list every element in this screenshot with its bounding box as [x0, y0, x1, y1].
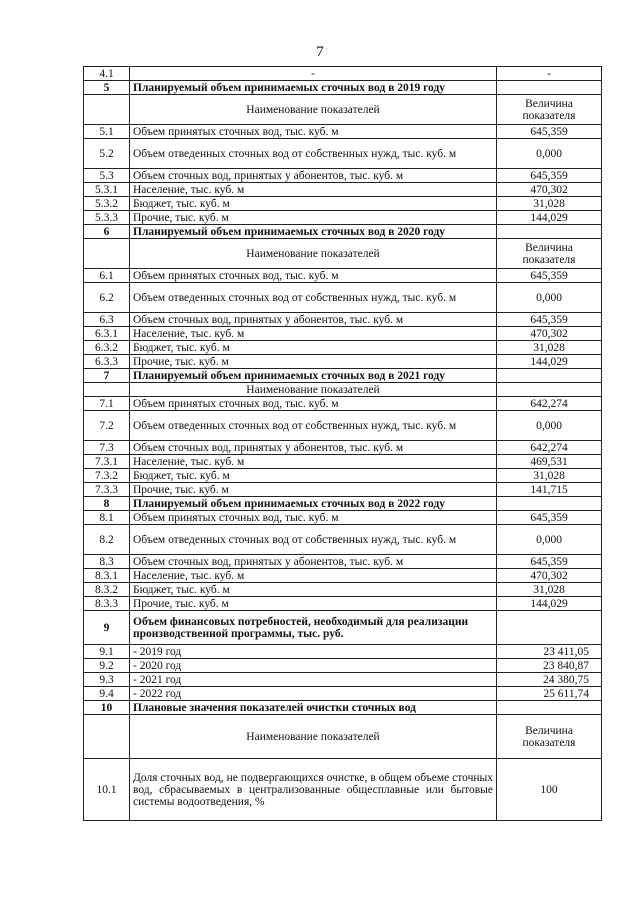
row-name: Население, тыс. куб. м — [130, 183, 497, 197]
section-title: Планируемый объем принимаемых сточных вод в 2021 году — [130, 369, 497, 383]
row-number: 5.1 — [84, 125, 130, 139]
table-row — [84, 555, 602, 569]
row-value: 645,359 — [497, 269, 602, 283]
row-value: 470,302 — [497, 569, 602, 583]
section-row — [84, 497, 602, 511]
row-name: Объем отведенных сточных вод от собственных нужд, тыс. куб. м — [130, 283, 497, 313]
row-value: 0,000 — [497, 139, 602, 169]
table-row — [84, 183, 602, 197]
row-value: 31,028 — [497, 469, 602, 483]
row-name: - 2019 год — [130, 645, 497, 659]
row-name: - 2021 год — [130, 673, 497, 687]
row-number: 9.4 — [84, 687, 130, 701]
section-number: 8 — [84, 497, 130, 511]
section-title: Планируемый объем принимаемых сточных вод в 2019 году — [130, 81, 497, 95]
column-header-row — [84, 715, 602, 759]
row-name: Объем сточных вод, принятых у абонентов, тыс. куб. м — [130, 169, 497, 183]
row-number: 8.3.1 — [84, 569, 130, 583]
table-row — [84, 759, 602, 821]
row-number: 9.1 — [84, 645, 130, 659]
row-number: 6.3 — [84, 313, 130, 327]
table-row — [84, 511, 602, 525]
indicators-table — [83, 66, 602, 821]
row-value: 645,359 — [497, 511, 602, 525]
header-name-cell: Наименование показателей — [130, 239, 497, 269]
row-value: 642,274 — [497, 397, 602, 411]
header-empty-cell — [84, 715, 130, 759]
row-number: 8.3.3 — [84, 597, 130, 611]
row-number: 7.3 — [84, 441, 130, 455]
row-value: 24 380,75 — [497, 673, 602, 687]
row-name: Доля сточных вод, не подвергающихся очистке, в общем объеме сточных вод, сбрасываемых в централизованные общесплавные или бытовые системы водоотведения, % — [130, 759, 497, 821]
header-value-cell — [497, 383, 602, 397]
header-name-cell: Наименование показателей — [130, 715, 497, 759]
indicators-table-body — [84, 67, 602, 821]
section-empty-cell — [497, 611, 602, 645]
header-empty-cell — [84, 383, 130, 397]
row-value: 31,028 — [497, 341, 602, 355]
row-name: Прочие, тыс. куб. м — [130, 483, 497, 497]
section-empty-cell — [497, 81, 602, 95]
row-name: Объем отведенных сточных вод от собственных нужд, тыс. куб. м — [130, 525, 497, 555]
section-number: 7 — [84, 369, 130, 383]
column-header-row — [84, 239, 602, 269]
table-row — [84, 197, 602, 211]
section-title: Планируемый объем принимаемых сточных вод в 2020 году — [130, 225, 497, 239]
table-row — [84, 483, 602, 497]
row-name: Объем отведенных сточных вод от собственных нужд, тыс. куб. м — [130, 139, 497, 169]
row-name: Прочие, тыс. куб. м — [130, 211, 497, 225]
row-number: 6.3.3 — [84, 355, 130, 369]
row-name: - 2022 год — [130, 687, 497, 701]
row-number: 7.3.2 — [84, 469, 130, 483]
row-value: 0,000 — [497, 411, 602, 441]
row-name: Объем принятых сточных вод, тыс. куб. м — [130, 511, 497, 525]
row-value: 645,359 — [497, 555, 602, 569]
row-number: 10.1 — [84, 759, 130, 821]
section-empty-cell — [497, 369, 602, 383]
header-value-cell: Величина показателя — [497, 715, 602, 759]
row-number: 7.2 — [84, 411, 130, 441]
row-value: 23 411,05 — [497, 645, 602, 659]
table-row — [84, 597, 602, 611]
table-row — [84, 673, 602, 687]
row-number: 5.2 — [84, 139, 130, 169]
section-number: 9 — [84, 611, 130, 645]
row-name: Объем сточных вод, принятых у абонентов, тыс. куб. м — [130, 313, 497, 327]
row-value: 31,028 — [497, 583, 602, 597]
row-number: 7.3.1 — [84, 455, 130, 469]
table-row — [84, 211, 602, 225]
row-number: 7.1 — [84, 397, 130, 411]
header-name-cell: Наименование показателей — [130, 383, 497, 397]
row-number: 5.3.3 — [84, 211, 130, 225]
row-value: 144,029 — [497, 355, 602, 369]
table-row — [84, 355, 602, 369]
header-value-cell: Величина показателя — [497, 95, 602, 125]
column-header-row — [84, 95, 602, 125]
row-value: 469,531 — [497, 455, 602, 469]
row-name: Объем принятых сточных вод, тыс. куб. м — [130, 125, 497, 139]
row-value: 645,359 — [497, 313, 602, 327]
table-row — [84, 583, 602, 597]
row-name: Бюджет, тыс. куб. м — [130, 197, 497, 211]
header-empty-cell — [84, 239, 130, 269]
row-value: 25 611,74 — [497, 687, 602, 701]
row-value: 23 840,87 — [497, 659, 602, 673]
row-value: 642,274 — [497, 441, 602, 455]
row-number: 7.3.3 — [84, 483, 130, 497]
row-value: 470,302 — [497, 183, 602, 197]
row-value: 0,000 — [497, 525, 602, 555]
row-number: 5.3.1 — [84, 183, 130, 197]
section-row — [84, 225, 602, 239]
table-row — [84, 169, 602, 183]
table-row — [84, 313, 602, 327]
section-number: 5 — [84, 81, 130, 95]
page-number: 7 — [316, 44, 324, 60]
row-name: Бюджет, тыс. куб. м — [130, 469, 497, 483]
section-row — [84, 369, 602, 383]
table-row — [84, 327, 602, 341]
row-name: Бюджет, тыс. куб. м — [130, 341, 497, 355]
table-row — [84, 441, 602, 455]
table-row — [84, 659, 602, 673]
header-empty-cell — [84, 95, 130, 125]
row-number: 8.1 — [84, 511, 130, 525]
row-name: Бюджет, тыс. куб. м — [130, 583, 497, 597]
table-row — [84, 139, 602, 169]
column-header-row — [84, 383, 602, 397]
row-number: 6.1 — [84, 269, 130, 283]
row-name: - — [130, 67, 497, 81]
row-number: 6.2 — [84, 283, 130, 313]
section-row — [84, 81, 602, 95]
section-row — [84, 611, 602, 645]
row-value: 144,029 — [497, 597, 602, 611]
section-empty-cell — [497, 497, 602, 511]
row-value: 31,028 — [497, 197, 602, 211]
row-number: 4.1 — [84, 67, 130, 81]
table-row — [84, 283, 602, 313]
table-row — [84, 455, 602, 469]
row-number: 9.3 — [84, 673, 130, 687]
row-name: Население, тыс. куб. м — [130, 455, 497, 469]
row-name: Население, тыс. куб. м — [130, 327, 497, 341]
table-row — [84, 645, 602, 659]
table-row — [84, 687, 602, 701]
row-name: Объем сточных вод, принятых у абонентов, тыс. куб. м — [130, 441, 497, 455]
table-row — [84, 569, 602, 583]
row-number: 5.3.2 — [84, 197, 130, 211]
table-row — [84, 125, 602, 139]
section-title: Плановые значения показателей очистки сточных вод — [130, 701, 497, 715]
row-name: Прочие, тыс. куб. м — [130, 355, 497, 369]
section-title: Планируемый объем принимаемых сточных вод в 2022 году — [130, 497, 497, 511]
row-number: 8.3.2 — [84, 583, 130, 597]
row-value: 645,359 — [497, 125, 602, 139]
row-name: Объем отведенных сточных вод от собственных нужд, тыс. куб. м — [130, 411, 497, 441]
row-name: Объем принятых сточных вод, тыс. куб. м — [130, 397, 497, 411]
row-name: Объем принятых сточных вод, тыс. куб. м — [130, 269, 497, 283]
row-number: 5.3 — [84, 169, 130, 183]
row-name: - 2020 год — [130, 659, 497, 673]
row-number: 6.3.1 — [84, 327, 130, 341]
table-row — [84, 67, 602, 81]
row-number: 8.3 — [84, 555, 130, 569]
table-row — [84, 525, 602, 555]
row-value: 141,715 — [497, 483, 602, 497]
row-value: 470,302 — [497, 327, 602, 341]
table-row — [84, 269, 602, 283]
section-empty-cell — [497, 701, 602, 715]
section-title: Объем финансовых потребностей, необходимый для реализации производственной программы, тыс. руб. — [130, 611, 497, 645]
section-number: 10 — [84, 701, 130, 715]
table-row — [84, 341, 602, 355]
table-row — [84, 397, 602, 411]
row-number: 6.3.2 — [84, 341, 130, 355]
row-value: - — [497, 67, 602, 81]
table-row — [84, 469, 602, 483]
row-name: Прочие, тыс. куб. м — [130, 597, 497, 611]
header-name-cell: Наименование показателей — [130, 95, 497, 125]
row-number: 9.2 — [84, 659, 130, 673]
row-value: 144,029 — [497, 211, 602, 225]
row-name: Население, тыс. куб. м — [130, 569, 497, 583]
section-number: 6 — [84, 225, 130, 239]
row-number: 8.2 — [84, 525, 130, 555]
section-row — [84, 701, 602, 715]
row-value: 645,359 — [497, 169, 602, 183]
row-value: 0,000 — [497, 283, 602, 313]
table-row — [84, 411, 602, 441]
row-value: 100 — [497, 759, 602, 821]
row-name: Объем сточных вод, принятых у абонентов, тыс. куб. м — [130, 555, 497, 569]
header-value-cell: Величина показателя — [497, 239, 602, 269]
section-empty-cell — [497, 225, 602, 239]
